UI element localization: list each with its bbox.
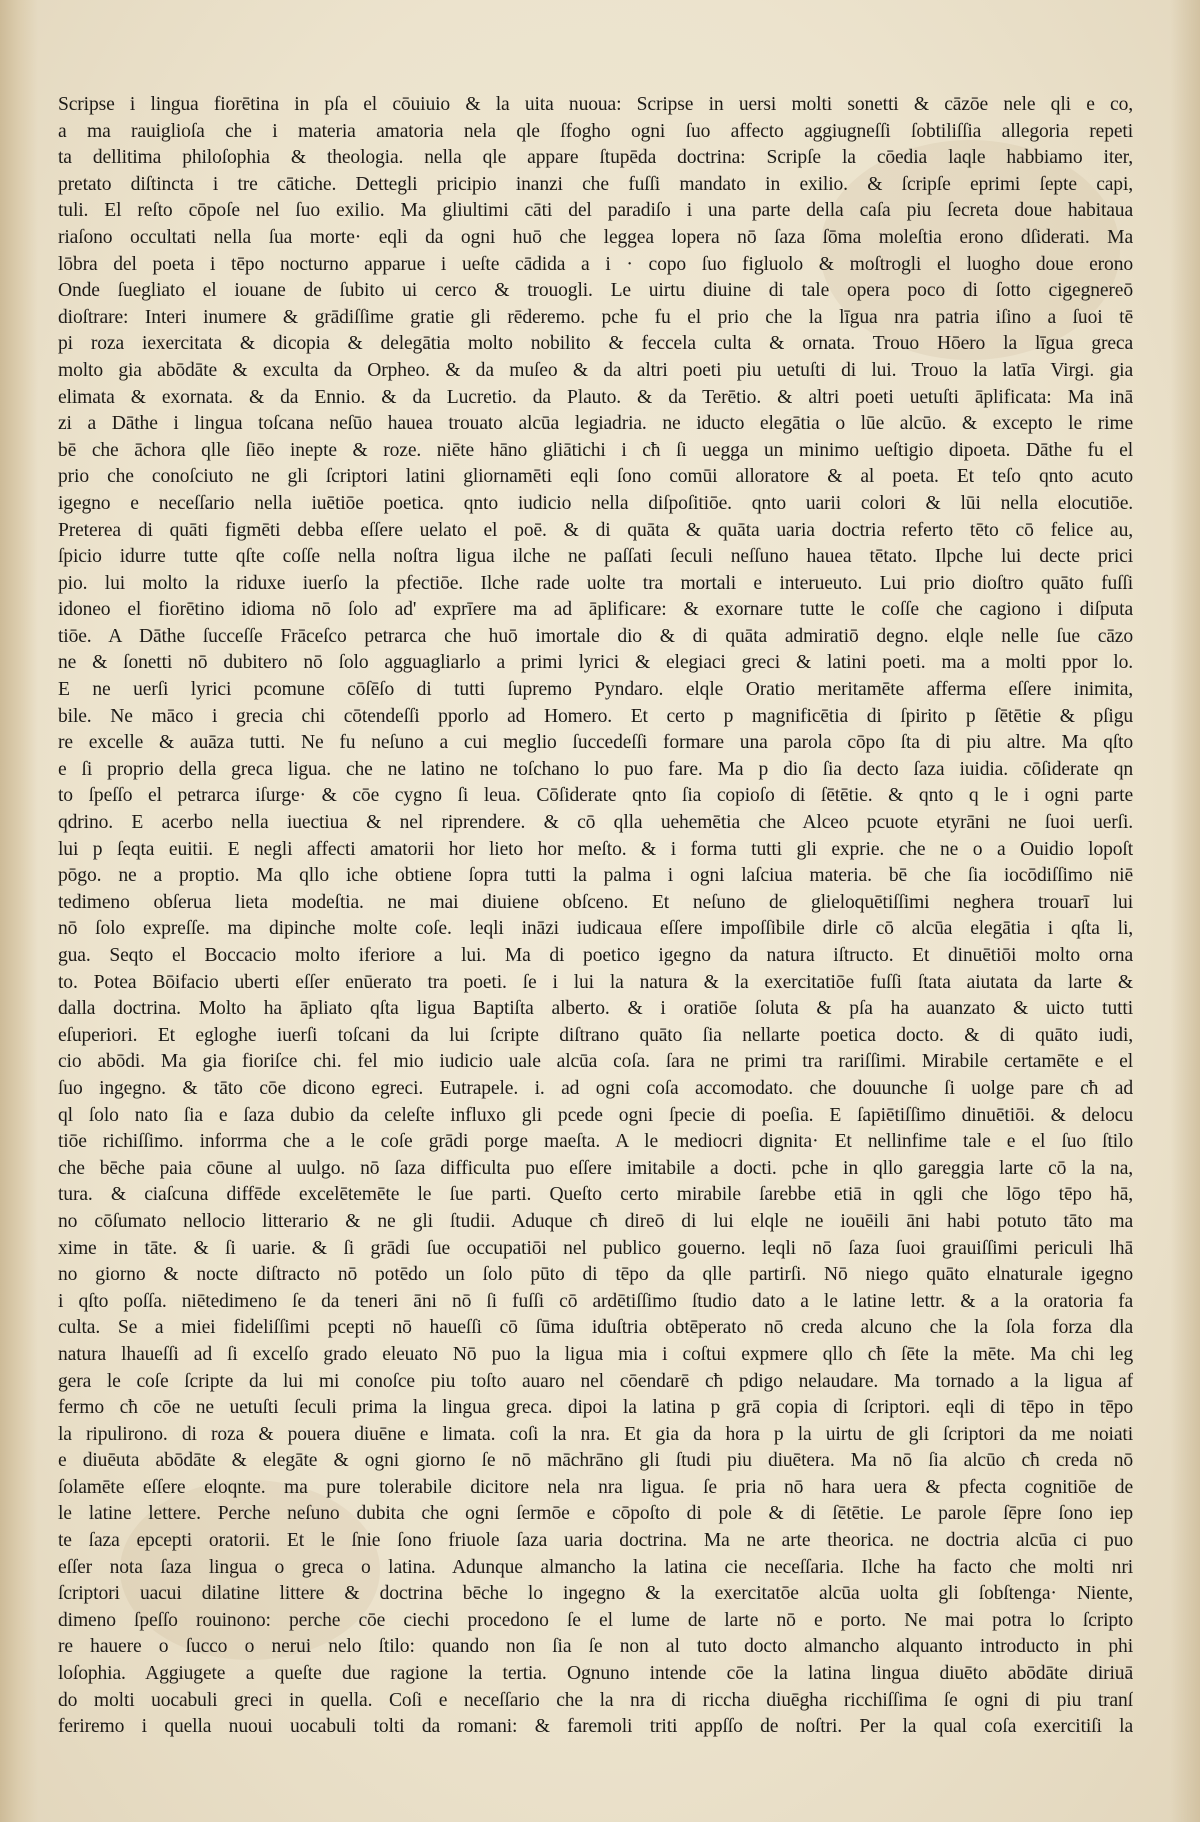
text-line: to ſpeſſo el petrarca iſurge· & cōe cygno ſi leua. Cōſiderate qnto ſia copioſo di ſētētie. & qnto q le i ogni parte xyxy=(58,785,1133,807)
text-line: eſuperiori. Et egloghe iuerſi toſcani da lui ſcripte diſtrano quāto ſia nellarte poetica docto. & di quāto iudi, xyxy=(58,1024,1133,1046)
text-line: idoneo el fiorētino idioma nō ſolo ad' exprīere ma ad āplificare: & exornare tutte le coſſe che cagiono i diſputa xyxy=(58,599,1133,621)
text-line: elimata & exornata. & da Ennio. & da Lucretio. da Plauto. & da Terētio. & altri poeti uetuſti āplificata: Ma inā xyxy=(58,386,1133,408)
text-line: pio. lui molto la riduxe iuerſo la pfectiōe. Ilche rade uolte tra mortali e interueuto. Lui prio dioſtro quāto fuſſi xyxy=(58,572,1133,594)
text-line: xime in tāte. & ſi uarie. & ſi grādi ſue occupatiōi nel publico gouerno. leqli nō ſaza ſuoi grauiſſimi periculi lhā xyxy=(58,1237,1133,1259)
text-line: te ſaza epcepti oratorii. Et le ſnie ſono friuole ſaza uaria doctrina. Ma ne arte theorica. ne doctria alcūa ci puo xyxy=(58,1530,1133,1552)
text-line: Scripse i lingua fiorētina in pſa el cōuiuio & la uita nuoua: Scripse in uersi molti sonetti & cāzōe nele qli e co, xyxy=(58,94,1133,115)
text-line: feriremo i quella nuoui uocabuli tolti da romani: & faremoli triti appſſo de noſtri. Per la qual coſa exercitiſi la xyxy=(58,1716,1133,1738)
text-line: ne & ſonetti nō dubitero nō ſolo agguagliarlo a primi lyrici & elegiaci greci & latini poeti. ma a molti ppor lo. xyxy=(58,652,1133,674)
printed-text-block xyxy=(58,92,1133,1741)
text-line: lōbra del poeta i tēpo nocturno apparue i ueſte cādida a i · copo ſuo figluolo & moſtrogli el luogho doue erono xyxy=(58,253,1133,275)
text-line: natura lhaueſſi ad ſi excelſo grado eleuato Nō puo la ligua mia i coſtui expmere qllo cħ ſēte la mēte. Ma chi leg xyxy=(58,1343,1133,1365)
text-line: re hauere o ſucco o nerui nelo ſtilo: quando non ſia ſe non al tuto docto almancho alquanto introducto in phi xyxy=(58,1636,1133,1658)
text-line: i qſto poſſa. niētedimeno ſe da teneri āni nō ſi fuſſi cō ardētiſſimo ſtudio dato a le latine lettr. & a la oratoria fa xyxy=(58,1290,1133,1312)
text-line: do molti uocabuli greci in quella. Coſi e neceſſario che la nra di riccha diuēgha ricchiſſima ſe ogni di piu tranſ xyxy=(58,1689,1133,1711)
text-line: pi roza iexercitata & dicopia & delegātia molto nobilito & feccela culta & ornata. Trouo Hōero la līgua greca xyxy=(58,333,1133,355)
text-line: zi a Dāthe i lingua toſcana neſūo hauea trouato alcūa legiadria. ne iducto elegātia o lūe alcūo. & excepto le rime xyxy=(58,413,1133,435)
text-line: fermo cħ cōe ne uetuſti ſeculi prima la lingua greca. dipoi la latina p grā copia di ſcriptori. eqli di tēpo in tēpo xyxy=(58,1397,1133,1419)
text-line: che bēche paia cōune al uulgo. nō ſaza difficulta puo eſſere imitabile a docti. pche in qllo gareggia larte cō la na, xyxy=(58,1157,1133,1179)
text-line: pretato diſtincta i tre cātiche. Dettegli pricipio inanzi che fuſſi mandato in exilio. & ſcripſe eprimi ſepte capi, xyxy=(58,173,1133,195)
text-line: Onde ſuegliato el iouane de ſubito ui cerco & trouogli. Le uirtu diuine di tale opera poco di ſotto cigegnereō xyxy=(58,280,1133,302)
text-line: dalla doctrina. Molto ha āpliato qſta ligua Baptiſta alberto. & i oratiōe ſoluta & pſa ha auanzato & uicto tutti xyxy=(58,998,1133,1020)
text-line: gera le coſe ſcripte da lui mi conoſce piu toſto auaro nel cōendarē cħ pdigo nelaudare. Ma tornado a la ligua af xyxy=(58,1370,1133,1392)
text-line: ta dellitima philoſophia & theologia. nella qle appare ſtupēda doctrina: Scripſe la cōedia laqle habbiamo iter, xyxy=(58,147,1133,169)
page-edge-right xyxy=(1170,0,1200,1822)
text-line: ſcriptori uacui dilatine littere & doctrina bēche lo ingegno & la exercitatōe alcūa uolta gli ſobſtenga· Niente, xyxy=(58,1583,1133,1605)
text-line: re excelle & auāza tutti. Ne fu neſuno a cui meglio ſuccedeſſi formare una parola cōpo ſta di piu altre. Ma qſto xyxy=(58,732,1133,754)
text-line: la ripulirono. di roza & pouera diuēne e limata. coſi la nra. Et gia da hora p la uirtu de gli ſcriptori da me noiati xyxy=(58,1423,1133,1445)
text-line: tura. & ciaſcuna diffēde excelētemēte le ſue parti. Queſto certo mirabile ſarebbe etiā in qgli che lōgo tēpo hā, xyxy=(58,1184,1133,1206)
text-line: riaſono occultati nella ſua morte· eqli da ogni huō che leggea lopera nō ſaza ſōma moleſtia erono dſiderati. Ma xyxy=(58,226,1133,248)
text-line: ſolamēte eſſere eloqnte. ma pure tolerabile dicitore nela nra ligua. ſe pria nō hara uera & pfecta cognitiōe de xyxy=(58,1476,1133,1498)
text-line: ſpicio idurre tutte qſte coſſe nella noſtra ligua ilche ne paſſati ſeculi neſſuno hauea tētato. Ilpche lui decte prici xyxy=(58,546,1133,568)
text-line: E ne uerſi lyrici pcomune cōſēſo di tutti ſupremo Pyndaro. elqle Oratio meritamēte afferma eſſere inimita, xyxy=(58,679,1133,701)
text-line: no giorno & nocte diſtracto nō potēdo un ſolo pūto di tēpo da qlle partirſi. Nō niego quāto elnaturale igegno xyxy=(58,1264,1133,1286)
text-line: dimeno ſpeſſo rouinono: perche cōe ciechi procedono ſe el lume de larte nō e porto. Ne mai potra lo ſcripto xyxy=(58,1609,1133,1631)
text-line: ſuo ingegno. & tāto cōe dicono egreci. Eutrapele. i. ad ogni coſa accomodato. che douunche ſi uolge pare cħ ad xyxy=(58,1077,1133,1099)
text-line: lui p ſeqta euitii. E negli affecti amatorii hor lieto hor meſto. & i forma tutti gli exprie. che ne o a Ouidio lopoſt xyxy=(58,838,1133,860)
text-line: bile. Ne māco i grecia chi cōtendeſſi pporlo ad Homero. Et certo p magnificētia di ſpirito p ſētētie & pſigu xyxy=(58,705,1133,727)
text-line: gua. Seqto el Boccacio molto iferiore a lui. Ma di poetico igegno da natura iſtructo. Et dinuētiōi molto orna xyxy=(58,945,1133,966)
text-line: tuli. El reſto cōpoſe nel ſuo exilio. Ma gliultimi cāti del paradiſo i una parte della caſa piu ſecreta doue habitaua xyxy=(58,200,1133,222)
text-line: no cōſumato nellocio litterario & ne gli ſtudii. Aduque cħ direō di lui elqle ne iouēili āni habi potuto tāto ma xyxy=(58,1210,1133,1232)
text-line: e ſi proprio della greca ligua. che ne latino ne toſchano lo puo fare. Ma p dio ſia decto ſaza iuidia. cōſiderate qn xyxy=(58,758,1133,780)
text-line: qdrino. E acerbo nella iuectiua & nel riprendere. & cō qlla uehemētia che Alceo pcuote etyrāni ne ſuoi uerſi. xyxy=(58,812,1133,834)
text-line: tiōe richiſſimo. inforrma che a le coſe grādi porge maeſta. A le mediocri dignita· Et nellinfime tale e el ſuo ſtilo xyxy=(58,1131,1133,1153)
text-line: Preterea di quāti figmēti debba eſſere uelato el poē. & di quāta & quāta uaria doctria referto tēto cō felice au, xyxy=(58,519,1133,541)
text-line: le latine lettere. Perche neſuno dubita che ogni ſermōe e cōpoſto di pole & di ſētētie. Le parole ſēpre ſono iep xyxy=(58,1503,1133,1525)
text-line: bē che āchora qlle ſiēo inepte & roze. niēte hāno gliātichi i cħ ſi uegga un minimo ueſtigio dipoeta. Dāthe fu el xyxy=(58,439,1133,461)
page-edge-left xyxy=(0,0,38,1822)
text-line: igegno e neceſſario nella iuētiōe poetica. qnto iudicio nella diſpoſitiōe. qnto uarii colori & lūi nella elocutiōe. xyxy=(58,492,1133,514)
text-line: culta. Se a miei fideliſſimi pcepti nō haueſſi cō ſūma iduſtria obtēperato nō creda alcuno che la ſola forza dla xyxy=(58,1317,1133,1339)
text-line: prio che conoſciuto ne gli ſcriptori latini gliornamēti eqli ſono comūi alloratore & al poeta. Et teſo qnto acuto xyxy=(58,466,1133,488)
text-line: dioſtrare: Interi inumere & grādiſſime gratie gli rēderemo. pche fu el prio che la līgua nra patria iſino a ſuoi tē xyxy=(58,306,1133,328)
text-line: tiōe. A Dāthe ſucceſſe Frāceſco petrarca che huō imortale dio & di quāta admiratiō degno. elqle nelle ſue cāzo xyxy=(58,625,1133,647)
text-line: nō ſolo expreſſe. ma dipinche molte coſe. leqli ināzi iudicaua eſſere impoſſibile dirle cō alcūa elegātia i qſta li, xyxy=(58,918,1133,940)
text-line: to. Potea Bōifacio uberti eſſer enūerato tra poeti. ſe i lui la natura & la exercitatiōe fuſſi ſtata aiutata da larte & xyxy=(58,971,1133,993)
text-line: loſophia. Aggiugete a queſte due ragione la tertia. Ognuno intende cōe la latina lingua diuēto abōdāte diriuā xyxy=(58,1663,1133,1685)
text-line: pōgo. ne a proptio. Ma qllo iche obtiene ſopra tutti la palma i ogni laſciua materia. bē che ſia iocōdiſſimo niē xyxy=(58,865,1133,887)
text-line: eſſer nota ſaza lingua o greca o latina. Adunque almancho la latina cie neceſſaria. Ilche ha facto che molti nri xyxy=(58,1556,1133,1578)
text-line: molto gia abōdāte & exculta da Orpheo. & da muſeo & da altri poeti piu uetuſti di lui. Trouo la latīa Virgi. gia xyxy=(58,359,1133,381)
text-line: e diuēuta abōdāte & elegāte & ogni giorno ſe nō māchrāno gli ſtudi piu diuētera. Ma nō ſia alcūo cħ creda nō xyxy=(58,1450,1133,1472)
text-line: a ma rauiglioſa che i materia amatoria nela qle ſfogho ogni ſuo affecto aggiugneſſi ſobtiliſſia allegoria repeti xyxy=(58,120,1133,142)
text-line: ql ſolo nato ſia e ſaza dubio da celeſte influxo gli pcede ogni ſpecie di poeſia. E ſapiētiſſimo dinuētiōi. & delocu xyxy=(58,1104,1133,1126)
text-line: cio abōdi. Ma gia fioriſce chi. fel mio iudicio uale alcūa coſa. ſara ne primi tra rariſſimi. Mirabile certamēte e el xyxy=(58,1051,1133,1073)
text-line: tedimeno obſerua lieta modeſtia. ne mai diuiene obſceno. Et neſuno de glieloquētiſſimi neghera trouarī lui xyxy=(58,891,1133,913)
